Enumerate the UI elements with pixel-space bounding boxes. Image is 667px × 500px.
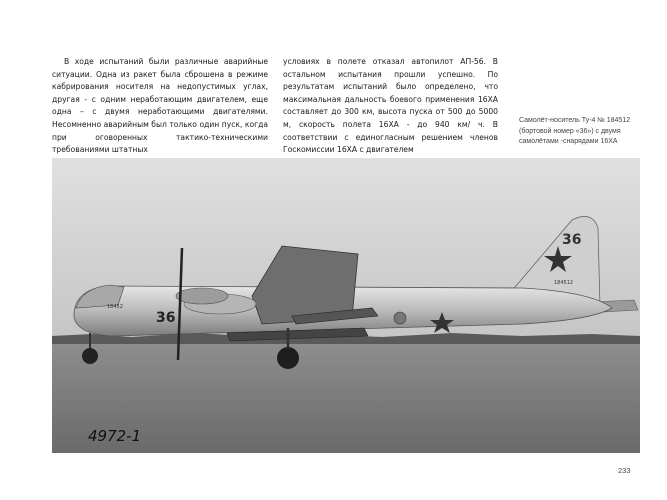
nose-serial: 18452 — [107, 304, 123, 310]
text-column-right — [283, 56, 498, 157]
page-number: 233 — [618, 466, 631, 475]
nose-wheel — [82, 348, 98, 364]
main-wheel — [277, 347, 299, 369]
photo-caption: Самолёт-носитель Ту-4 № 184512 (бортовой номер «36») с двумя самолётами -снарядами 16ХА — [519, 117, 631, 145]
nose-number: 36 — [156, 310, 176, 326]
tu4-aircraft-illustration — [52, 158, 640, 453]
text-column-left — [52, 56, 268, 157]
fuselage-roundel — [394, 312, 406, 324]
tail-number: 36 — [562, 232, 582, 248]
tail-serial: 184512 — [554, 280, 574, 286]
handwritten-annotation: 4972-1 — [88, 427, 142, 445]
engine-nacelle-outer — [176, 288, 228, 304]
paragraph-left: В ходе испытаний были различные аварийные ситуации. Одна из ракет была сброшена в режиме кабрирования носителя на недопустимых углах, другая - с одним неработающим двигателем, еще одна – с двумя неработающими двигателями. Несомненно аварийным был только один пуск, когда при оговоренных тактико-техническими требованиями штатных — [52, 57, 268, 155]
aircraft-photo — [52, 158, 640, 453]
paragraph-right: условиях в полете отказал автопилот АП-56. В остальном испытания прошли успешно. По результатам испытаний было определено, что максимальная дальность боевого применения 16ХА составляет до 300 км, высота пуска от 500 до 5000 м, скорость полета 16ХА - до 940 км/ ч. В соответствии с единогласным решением членов Госкомиссии 16ХА с двигателем — [283, 57, 498, 155]
